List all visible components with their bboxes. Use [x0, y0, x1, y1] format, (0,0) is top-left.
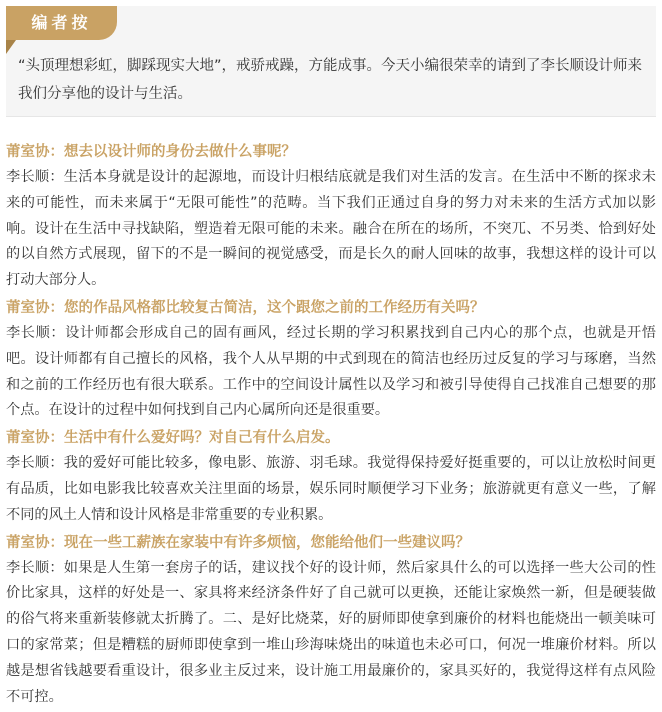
- editor-note-tag: 编者按: [6, 6, 117, 40]
- interview-question: 莆室协：想去以设计师的身份去做什么事呢？: [6, 144, 296, 160]
- interview-answer: 李长顺：如果是人生第一套房子的话，建议找个好的设计师，然后家具什么的可以选择一些大公司的性价比家具，这样的好处是一、家具将来经济条件好了自己就可以更换，还能让家焕然一新，但是硬装做的俗气将来重新装修就太折腾了。二、是好比烧菜，好的厨师即使拿到廉价的材料也能烧出一顿美味可口的家常菜；但是糟糕的厨师即使拿到一堆山珍海味烧出的味道也未必可口，何况一堆廉价材料。所以越是想省钱越要看重设计，很多业主反过来，设计施工用最廉价的，家具买好的，我觉得这样有点风险不可控。: [6, 559, 656, 705]
- interview-question: 莆室协：生活中有什么爱好吗？对自己有什么启发。: [6, 430, 340, 447]
- interview-question: 莆室协：您的作品风格都比较复古简洁，这个跟您之前的工作经历有关吗？: [6, 299, 485, 316]
- interview-answer: 李长顺：我的爱好可能比较多，像电影、旅游、羽毛球。我觉得保持爱好挺重要的，可以让放松时间更有品质，比如电影我比较喜欢关注里面的场景，娱乐同时顺便学习下业务；旅游就更有意义一些，了解不同的风土人情和设计风格是非常重要的专业积累。: [6, 455, 656, 523]
- interview-answer: 李长顺：生活本身就是设计的起源地，而设计归根结底就是我们对生活的发言。在生活中不断的探求未来的可能性，而未来属于“无限可能性”的范畴。当下我们正通过自身的努力对未来的生活方式加以影响。设计在生活中寻找缺陷，塑造着无限可能的未来。融合在所在的场所，不突兀、不另类、恰到好处的以自然方式展现，留下的不是一瞬间的视觉感受，而是长久的耐人回味的故事，我想这样的设计可以打动大部分人。: [6, 169, 656, 289]
- editor-note-text: “头顶理想彩虹，脚踩现实大地”，戒骄戒躁，方能成事。今天小编很荣幸的请到了李长顺设计师来我们分享他的设计与生活。: [18, 58, 643, 102]
- interview-question: 莆室协：现在一些工薪族在家装中有许多烦恼，您能给他们一些建议吗？: [6, 534, 470, 551]
- interview-content: [6, 140, 656, 712]
- interview-answer: 李长顺：设计师都会形成自己的固有画风，经过长期的学习积累找到自己内心的那个点，也就是开悟吧。设计师都有自己擅长的风格，我个人从早期的中式到现在的简洁也经历过反复的学习与琢磨，当然和之前的工作经历也有很大联系。工作中的空间设计属性以及学习和被引导使得自己找准自己想要的那个点。在设计的过程中如何找到自己内心属所向还是很重要。: [6, 324, 656, 419]
- editor-note-box: [6, 6, 656, 117]
- editor-tag-fold: [6, 40, 16, 54]
